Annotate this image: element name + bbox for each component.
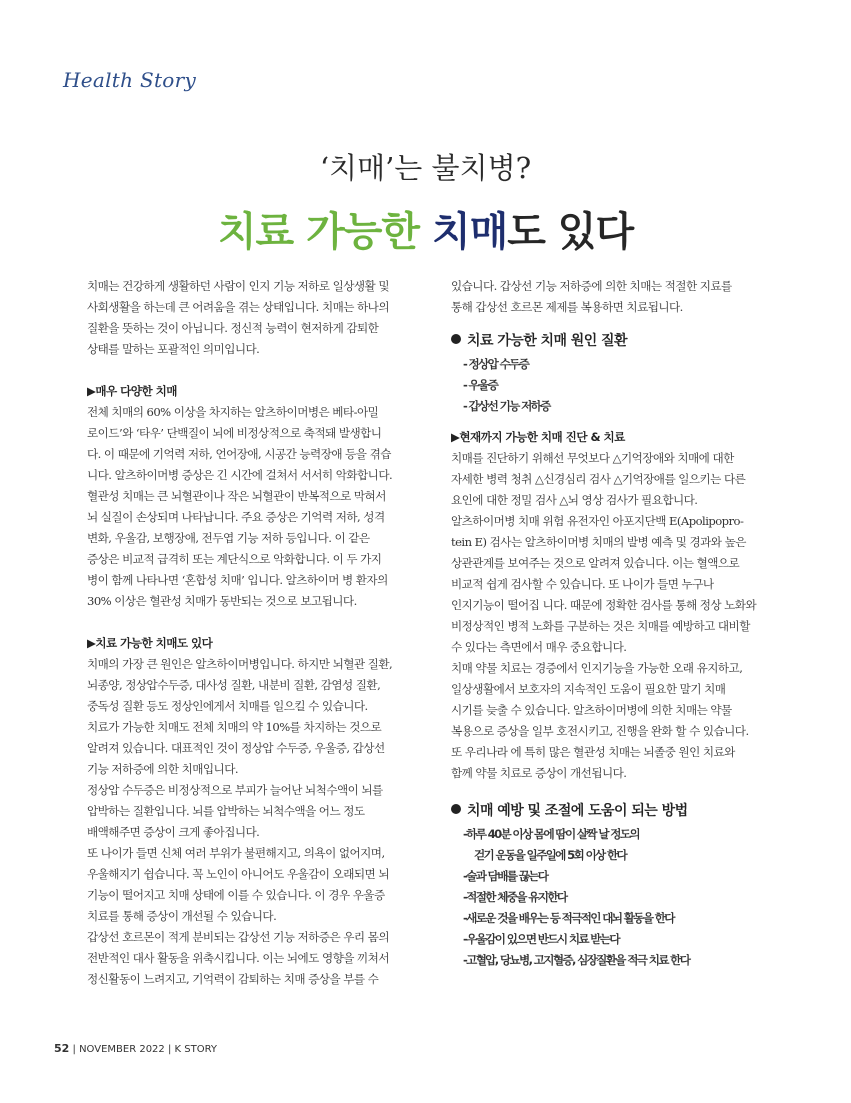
issue-date: NOVEMBER 2022 — [79, 1044, 165, 1055]
footer-separator: | — [72, 1044, 76, 1055]
list-item: -고혈압, 당뇨병, 고지혈증, 심장질환을 적극 치료 한다 — [463, 953, 690, 967]
text-line: 비정상적인 병적 노화를 구분하는 것은 치매를 예방하고 대비할 — [451, 619, 750, 633]
text-line: 사회생활을 하는데 큰 어려움을 겪는 상태입니다. 치매는 하나의 — [87, 300, 389, 314]
list-item: -우울감이 있으면 반드시 치료 받는다 — [463, 932, 619, 946]
headline-subtitle: ‘치매’는 불치병? — [319, 151, 532, 185]
list-item: - 정상압 수두증 — [463, 357, 529, 371]
text-line: 전반적인 대사 활동을 위축시킵니다. 이는 뇌에도 영향을 끼쳐서 — [87, 951, 389, 965]
treatable-dementia-paragraph — [87, 654, 409, 990]
list-item: -술과 담배를 끊는다 — [463, 869, 548, 883]
text-line: 알츠하이머병 치매 위험 유전자인 아포지단백 E(Apolipopro- — [451, 514, 744, 528]
diagnosis-paragraph — [451, 448, 773, 784]
list-item: -하루 40분 이상 몸에 땀이 살짝 날 정도의 — [463, 827, 639, 841]
list-item: - 갑상선 기능 저하증 — [463, 399, 550, 413]
text-line: 자세한 병력 청취 △신경심리 검사 △기억장애를 일으키는 다른 — [451, 472, 746, 486]
text-line: 알려져 있습니다. 대표적인 것이 정상압 수두증, 우울증, 갑상선 — [87, 741, 385, 755]
text-line: 있습니다. 갑상선 기능 저하증에 의한 치매는 적절한 지료를 — [451, 279, 732, 293]
text-line: 압박하는 질환입니다. 뇌를 압박하는 뇌척수액을 어느 정도 — [87, 804, 365, 818]
right-column — [451, 276, 773, 971]
text-line: 질환을 뜻하는 것이 아닙니다. 정신적 능력이 현저하게 감퇴한 — [87, 321, 379, 335]
headline-title — [0, 200, 851, 257]
list-item: -적절한 체중을 유지한다 — [463, 890, 567, 904]
intro-paragraph — [87, 276, 409, 360]
subheading-various-dementia: ▶매우 다양한 치매 — [87, 384, 177, 398]
headline-part-navy: 치매 — [431, 209, 508, 255]
left-column — [87, 276, 409, 990]
text-line: 로이드’와 ‘타우’ 단백질이 뇌에 비정상적으로 축적돼 발생합니 — [87, 426, 382, 440]
list-item: 걷기 운동을 일주일에 5회 이상 한다 — [474, 848, 627, 862]
text-line: 뇌 실질이 손상되며 나타납니다. 주요 증상은 기억력 저하, 성격 — [87, 510, 385, 524]
headline-part-dark: 도 있다 — [507, 209, 634, 255]
text-line: 기능이 떨어지고 치매 상태에 이를 수 있습니다. 이 경우 우울증 — [87, 888, 385, 902]
text-line: 다. 이 때문에 기억력 저하, 언어장애, 시공간 능력장애 등을 겪습 — [87, 447, 391, 461]
text-line: 치매의 가장 큰 원인은 알츠하이머병입니다. 하지만 뇌혈관 질환, — [87, 657, 393, 671]
magazine-name: K STORY — [174, 1044, 218, 1055]
text-line: 또 나이가 들면 신체 여러 부위가 불편해지고, 의욕이 없어지며, — [87, 846, 385, 860]
section-label: Health Story — [63, 68, 197, 92]
page-number: 52 — [54, 1042, 70, 1055]
headline-part-green: 치료 가능한 — [217, 209, 432, 255]
text-line: 니다. 알츠하이머병 증상은 긴 시간에 걸쳐서 서서히 악화합니다. — [87, 468, 393, 482]
text-line: 병이 함께 나타나면 ‘혼합성 치매’ 입니다. 알츠하이머 병 환자의 — [87, 573, 388, 587]
treatable-causes-heading: 치료 가능한 치매 원인 질환 — [451, 328, 773, 354]
text-line: 치료가 가능한 치매도 전체 치매의 약 10%를 차지하는 것으로 — [87, 720, 382, 734]
text-line: 요인에 대한 정밀 검사 △뇌 영상 검사가 필요합니다. — [451, 493, 698, 507]
prevention-heading: 치매 예방 및 조절에 도움이 되는 방법 — [451, 798, 773, 824]
text-line: 치매를 진단하기 위해선 무엇보다 △기억장애와 치매에 대한 — [451, 451, 734, 465]
list-item: - 우울증 — [463, 378, 498, 392]
subheading-diagnosis-treatment: ▶현재까지 가능한 치매 진단 & 치료 — [451, 430, 625, 444]
subheading-treatable-dementia: ▶치료 가능한 치매도 있다 — [87, 636, 213, 650]
text-line: 또 우리나라 에 특히 많은 혈관성 치매는 뇌졸중 원인 치료와 — [451, 745, 735, 759]
text-line: 정신활동이 느려지고, 기억력이 감퇴하는 치매 증상을 부를 수 — [87, 972, 379, 986]
text-line: 상관관계를 보여주는 것으로 알려져 있습니다. 이는 혈액으로 — [451, 556, 740, 570]
text-line: 치료를 통해 증상이 개선될 수 있습니다. — [87, 909, 277, 923]
text-line: 배액해주면 증상이 크게 좋아집니다. — [87, 825, 260, 839]
text-line: 갑상선 호르몬이 적게 분비되는 갑상선 기능 저하증은 우리 몸의 — [87, 930, 389, 944]
text-line: 전체 치매의 60% 이상을 차지하는 알츠하이머병은 베타-아밀 — [87, 405, 379, 419]
continued-paragraph — [451, 276, 773, 318]
text-line: 기능 저하증에 의한 치매입니다. — [87, 762, 238, 776]
text-line: tein E) 검사는 알츠하이머병 치매의 발병 예측 및 경과와 높은 — [451, 535, 746, 549]
various-dementia-paragraph — [87, 402, 409, 612]
text-line: 증상은 비교적 급격히 또는 계단식으로 악화합니다. 이 두 가지 — [87, 552, 382, 566]
text-line: 통해 갑상선 호르몬 제제를 복용하면 치료됩니다. — [451, 300, 683, 314]
prevention-list — [451, 824, 773, 971]
text-line: 혈관성 치매는 큰 뇌혈관이나 작은 뇌혈관이 반복적으로 막혀서 — [87, 489, 386, 503]
text-line: 우울해지기 쉽습니다. 꼭 노인이 아니어도 우울감이 오래되면 뇌 — [87, 867, 389, 881]
text-line: 시기를 늦출 수 있습니다. 알츠하이머병에 의한 치매는 약물 — [451, 703, 732, 717]
text-line: 수 있다는 측면에서 매우 중요합니다. — [451, 640, 627, 654]
footer-separator: | — [167, 1044, 172, 1055]
text-line: 뇌종양, 정상압수두증, 대사성 질환, 내분비 질환, 감염성 질환, — [87, 678, 381, 692]
text-line: 치매는 건강하게 생활하던 사람이 인지 기능 저하로 일상생활 및 — [87, 279, 389, 293]
text-line: 상태를 말하는 포괄적인 의미입니다. — [87, 342, 260, 356]
bullet-dot-icon — [451, 334, 461, 344]
text-line: 치매 약물 치료는 경증에서 인지기능을 가능한 오래 유지하고, — [451, 661, 743, 675]
treatable-causes-list — [451, 354, 773, 417]
text-line: 인지기능이 떨어집 니다. 때문에 정확한 검사를 통해 정상 노화와 — [451, 598, 757, 612]
text-line: 일상생활에서 보호자의 지속적인 도움이 필요한 말기 치매 — [451, 682, 726, 696]
text-line: 중독성 질환 등도 정상인에게서 치매를 일으킬 수 있습니다. — [87, 699, 368, 713]
text-line: 복용으로 증상을 일부 호전시키고, 진행을 완화 할 수 있습니다. — [451, 724, 749, 738]
bullet-dot-icon — [451, 804, 461, 814]
list-item: -새로운 것을 배우는 등 적극적인 대뇌 활동을 한다 — [463, 911, 674, 925]
text-line: 변화, 우울감, 보행장애, 전두엽 기능 저하 등입니다. 이 같은 — [87, 531, 370, 545]
text-line: 30% 이상은 혈관성 치매가 동반되는 것으로 보고됩니다. — [87, 594, 357, 608]
text-line: 비교적 쉽게 검사할 수 있습니다. 또 나이가 들면 누구나 — [451, 577, 714, 591]
text-line: 정상압 수두증은 비정상적으로 부피가 늘어난 뇌척수액이 뇌를 — [87, 783, 383, 797]
page-footer — [54, 1042, 217, 1055]
text-line: 함께 약물 치료로 증상이 개선됩니다. — [451, 766, 627, 780]
